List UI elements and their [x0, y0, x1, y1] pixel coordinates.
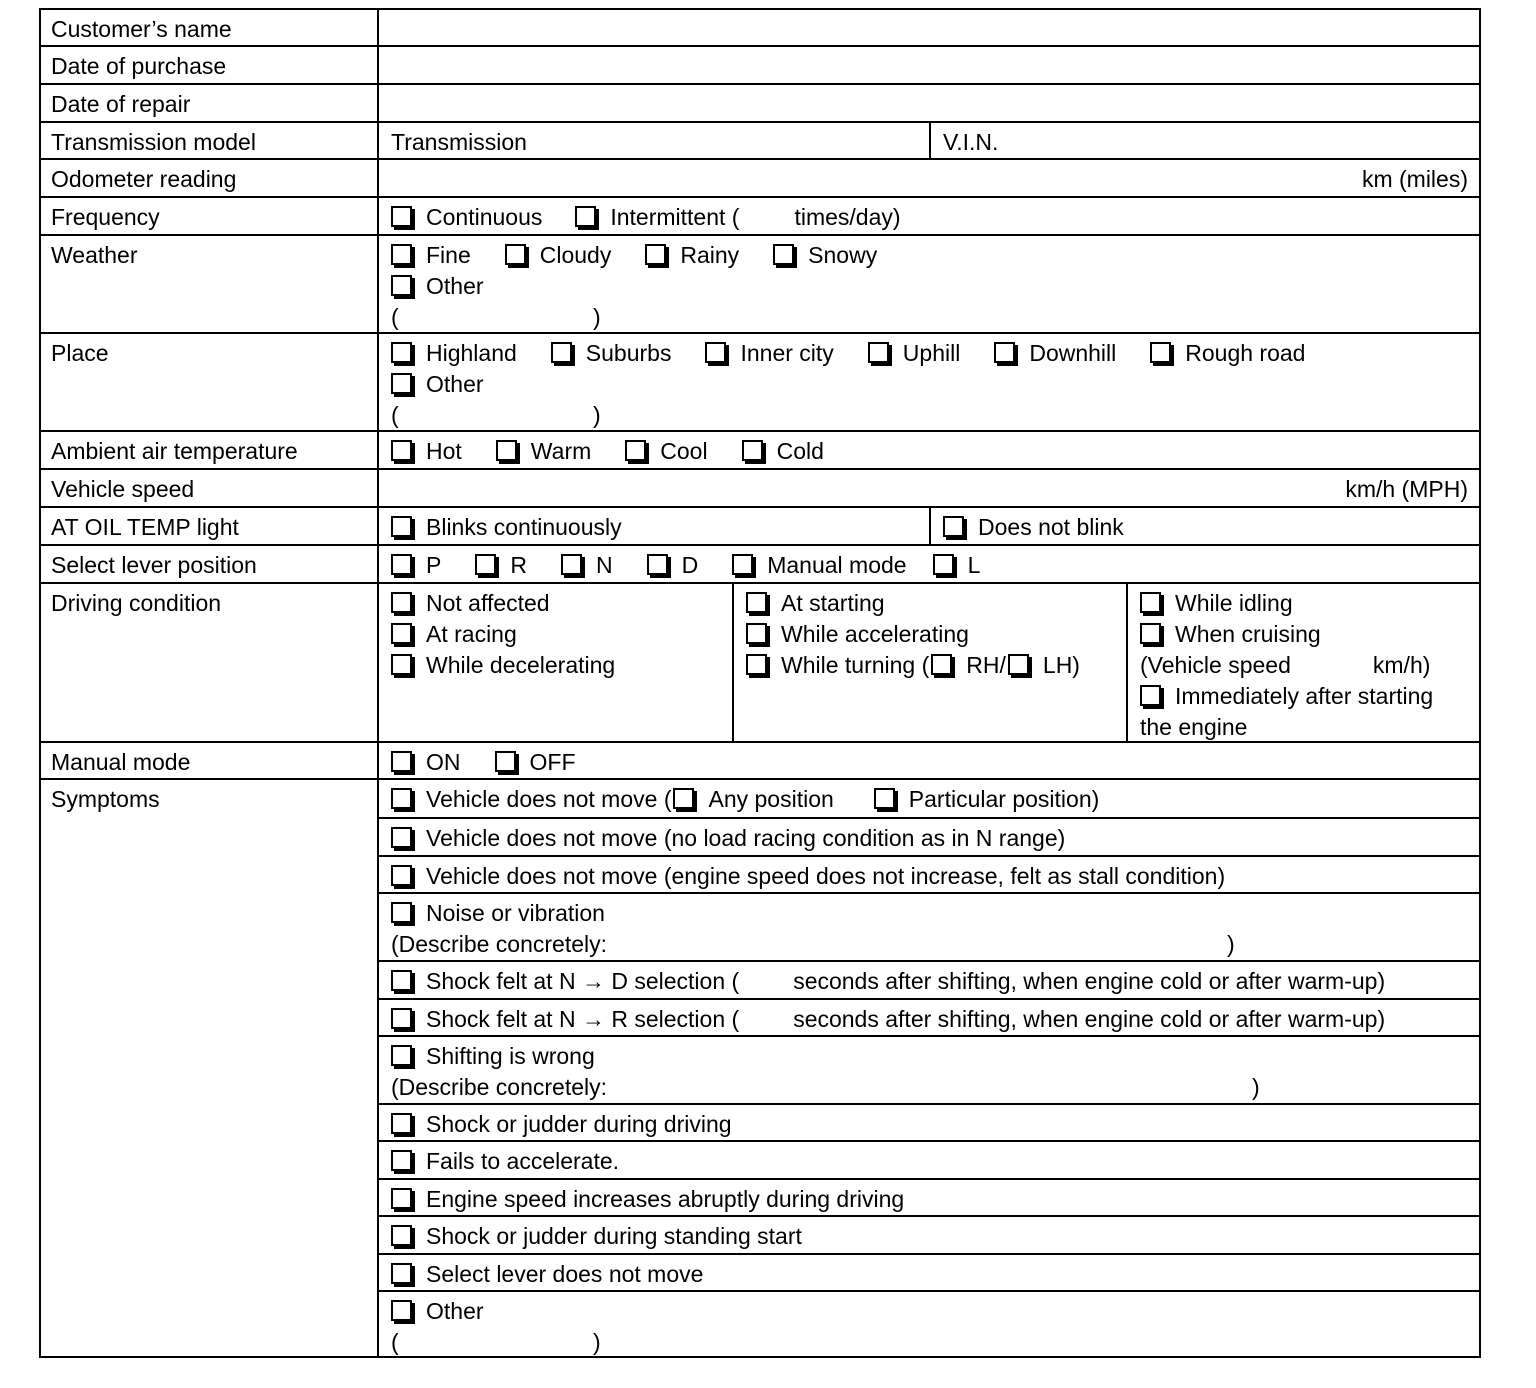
checkbox-continuous[interactable]: [391, 206, 412, 227]
option-blinks: Blinks continuously: [426, 514, 622, 540]
checkbox-cool[interactable]: [625, 440, 646, 461]
odometer-unit: km (miles): [1361, 166, 1468, 192]
option-downhill: Downhill: [1029, 340, 1117, 366]
checkbox-cold[interactable]: [742, 440, 763, 461]
option-rainy: Rainy: [680, 242, 740, 268]
option-highland: Highland: [426, 340, 517, 366]
symptom-row: [379, 1253, 1479, 1291]
label-date-purchase: Date of purchase: [41, 47, 379, 84]
date-purchase-field[interactable]: [379, 47, 1479, 84]
checkbox-no-move-position[interactable]: [391, 788, 412, 809]
label-odometer: Odometer reading: [41, 160, 379, 196]
driving-col-3: [1128, 584, 1479, 743]
option-r: R: [510, 552, 527, 578]
checkbox-suburbs[interactable]: [551, 342, 572, 363]
checkbox-particular-position[interactable]: [874, 788, 895, 809]
symptom-shock-standing-start: Shock or judder during standing start: [426, 1223, 802, 1249]
symptom-other-open: (: [391, 1329, 399, 1355]
checkbox-snowy[interactable]: [773, 244, 794, 265]
row-oil-temp: [41, 506, 1479, 544]
checkbox-no-move-stall[interactable]: [391, 865, 412, 886]
row-driving-condition: [41, 582, 1479, 743]
transmission-label: Transmission: [391, 129, 527, 155]
symptom-row: [379, 1215, 1479, 1253]
symptom-row: [379, 998, 1479, 1036]
driving-condition-cells: [379, 584, 1479, 743]
checkbox-warm[interactable]: [496, 440, 517, 461]
vehicle-speed-field[interactable]: [379, 470, 1479, 506]
row-manual-mode: [41, 741, 1479, 779]
option-p: P: [426, 552, 442, 578]
row-date-repair: [41, 83, 1479, 121]
label-vehicle-speed: Vehicle speed: [41, 470, 379, 506]
label-driving-condition: Driving condition: [41, 584, 379, 743]
checkbox-not-blink[interactable]: [943, 516, 964, 537]
symptom-engine-speed-abrupt: Engine speed increases abruptly during driving: [426, 1186, 905, 1212]
select-lever-options: [379, 546, 1479, 582]
manual-mode-options: [379, 743, 1479, 779]
checkbox-l[interactable]: [933, 554, 954, 575]
symptom-shock-n-d-seconds: seconds after shifting, when engine cold or after warm-up): [793, 968, 1386, 994]
oil-temp-not-blink-cell: [931, 508, 1479, 544]
symptoms-list: [379, 780, 1479, 1358]
option-at-racing: At racing: [426, 621, 517, 647]
checkbox-manual-mode[interactable]: [732, 554, 753, 575]
checkbox-engine-speed-abrupt[interactable]: [391, 1188, 412, 1209]
customer-name-field[interactable]: [379, 10, 1479, 47]
option-snowy: Snowy: [808, 242, 878, 268]
checkbox-inner-city[interactable]: [705, 342, 726, 363]
place-other-open: (: [391, 402, 399, 428]
option-cold: Cold: [776, 438, 824, 464]
shifting-describe-label: (Describe concretely:: [391, 1074, 608, 1100]
checkbox-shifting-wrong[interactable]: [391, 1045, 412, 1066]
checkbox-n[interactable]: [561, 554, 582, 575]
option-rh: RH/: [966, 652, 1006, 678]
checkbox-hot[interactable]: [391, 440, 412, 461]
times-per-day: times/day): [794, 204, 901, 230]
symptom-shock-driving: Shock or judder during driving: [426, 1111, 732, 1137]
checkbox-r[interactable]: [475, 554, 496, 575]
checkbox-while-idling[interactable]: [1140, 592, 1161, 613]
symptom-no-move-stall: Vehicle does not move (engine speed does not increase, felt as stall condition): [426, 863, 1226, 889]
checkbox-while-accelerating[interactable]: [746, 623, 767, 644]
option-lh: LH): [1042, 652, 1080, 678]
symptom-shock-n-d: Shock felt at N → D selection (: [426, 968, 740, 994]
checkbox-no-move-no-load[interactable]: [391, 827, 412, 848]
odometer-field[interactable]: [379, 160, 1479, 196]
option-cool: Cool: [660, 438, 708, 464]
row-place: [41, 332, 1479, 431]
checkbox-lever-not-move[interactable]: [391, 1263, 412, 1284]
driving-col-1: [379, 584, 732, 743]
option-l: L: [967, 552, 981, 578]
option-uphill: Uphill: [902, 340, 961, 366]
row-weather: [41, 234, 1479, 333]
oil-temp-blinks-cell: [379, 508, 929, 544]
symptom-shock-n-r-seconds: seconds after shifting, when engine cold or after warm-up): [793, 1006, 1386, 1032]
label-oil-temp: AT OIL TEMP light: [41, 508, 379, 544]
row-vehicle-speed: [41, 468, 1479, 506]
weather-options: [379, 236, 1479, 333]
label-manual-mode: Manual mode: [41, 743, 379, 779]
option-while-turning: While turning (: [781, 652, 930, 678]
option-when-cruising: When cruising: [1175, 621, 1321, 647]
transmission-model-cells: [379, 123, 1479, 159]
option-not-affected: Not affected: [426, 590, 550, 616]
date-repair-field[interactable]: [379, 85, 1479, 121]
transmission-field[interactable]: [379, 123, 929, 159]
symptom-row: [379, 780, 1479, 818]
checkbox-uphill[interactable]: [868, 342, 889, 363]
symptom-shock-n-r: Shock felt at N → R selection (: [426, 1006, 740, 1032]
label-weather: Weather: [41, 236, 379, 333]
driving-col-2: [734, 584, 1126, 743]
symptom-row: [379, 817, 1479, 855]
checkbox-p[interactable]: [391, 554, 412, 575]
checkbox-while-turning[interactable]: [746, 654, 767, 675]
row-ambient: [41, 430, 1479, 469]
checkbox-place-other[interactable]: [391, 373, 412, 394]
vin-label: V.I.N.: [943, 129, 999, 155]
symptom-row: [379, 1103, 1479, 1141]
checkbox-downhill[interactable]: [994, 342, 1015, 363]
checkbox-any-position[interactable]: [673, 788, 694, 809]
label-customer-name: Customer’s name: [41, 10, 379, 47]
checkbox-on[interactable]: [391, 751, 412, 772]
cruising-speed-unit: km/h): [1372, 652, 1431, 678]
row-select-lever: [41, 544, 1479, 582]
option-n: N: [595, 552, 613, 578]
ambient-options: [379, 432, 1479, 469]
checkbox-when-cruising[interactable]: [1140, 623, 1161, 644]
checkbox-off[interactable]: [495, 751, 516, 772]
symptom-row: [379, 1140, 1479, 1178]
checkbox-rough-road[interactable]: [1150, 342, 1171, 363]
label-frequency: Frequency: [41, 198, 379, 234]
noise-describe-label: (Describe concretely:: [391, 931, 608, 957]
option-weather-other: Other: [426, 273, 484, 299]
checkbox-cloudy[interactable]: [505, 244, 526, 265]
option-fine: Fine: [426, 242, 471, 268]
checkbox-shock-standing-start[interactable]: [391, 1225, 412, 1246]
option-hot: Hot: [426, 438, 462, 464]
option-not-blink: Does not blink: [978, 514, 1124, 540]
row-date-purchase: [41, 45, 1479, 84]
symptom-row: [379, 1178, 1479, 1216]
checkbox-shock-n-r[interactable]: [391, 1008, 412, 1029]
option-manual-mode: Manual mode: [767, 552, 907, 578]
symptom-noise-vibration: Noise or vibration: [426, 900, 605, 926]
row-customer-name: [41, 10, 1479, 47]
place-options: [379, 334, 1479, 431]
inspection-form: [39, 8, 1481, 1358]
label-ambient: Ambient air temperature: [41, 432, 379, 469]
option-the-engine: the engine: [1140, 714, 1248, 740]
weather-other-open: (: [391, 304, 399, 330]
checkbox-shock-n-d[interactable]: [391, 970, 412, 991]
row-symptoms: [41, 778, 1479, 1358]
symptom-row: [379, 892, 1479, 960]
shifting-describe-close: ): [1252, 1074, 1260, 1100]
symptom-row: [379, 1290, 1479, 1358]
checkbox-not-affected[interactable]: [391, 592, 412, 613]
cruising-speed-label: (Vehicle speed: [1140, 652, 1291, 678]
noise-describe-close: ): [1227, 931, 1235, 957]
checkbox-lh[interactable]: [1008, 654, 1029, 675]
option-while-idling: While idling: [1175, 590, 1293, 616]
option-suburbs: Suburbs: [585, 340, 672, 366]
option-intermittent: Intermittent (: [610, 204, 740, 230]
option-while-accelerating: While accelerating: [781, 621, 969, 647]
checkbox-highland[interactable]: [391, 342, 412, 363]
option-on: ON: [426, 749, 461, 775]
option-rough-road: Rough road: [1185, 340, 1306, 366]
row-odometer: [41, 158, 1479, 196]
option-immediately-after-start: Immediately after starting: [1175, 683, 1434, 709]
label-transmission-model: Transmission model: [41, 123, 379, 159]
label-date-repair: Date of repair: [41, 85, 379, 121]
option-inner-city: Inner city: [740, 340, 834, 366]
symptom-row: [379, 855, 1479, 893]
label-symptoms: Symptoms: [41, 780, 379, 1358]
symptom-no-move-no-load: Vehicle does not move (no load racing condition as in N range): [426, 825, 1066, 851]
option-off: OFF: [529, 749, 576, 775]
symptom-no-move-position: Vehicle does not move (: [426, 786, 672, 812]
checkbox-fine[interactable]: [391, 244, 412, 265]
place-other-close: ): [593, 402, 601, 428]
option-at-starting: At starting: [781, 590, 885, 616]
symptom-fails-accelerate: Fails to accelerate.: [426, 1148, 620, 1174]
label-select-lever: Select lever position: [41, 546, 379, 582]
checkbox-shock-driving[interactable]: [391, 1113, 412, 1134]
option-any-position: Any position: [708, 786, 834, 812]
checkbox-rh[interactable]: [931, 654, 952, 675]
checkbox-fails-accelerate[interactable]: [391, 1150, 412, 1171]
symptom-row: [379, 1035, 1479, 1103]
symptom-other-close: ): [593, 1329, 601, 1355]
option-cloudy: Cloudy: [539, 242, 612, 268]
oil-temp-cells: [379, 508, 1479, 544]
checkbox-immediately-after-start[interactable]: [1140, 685, 1161, 706]
checkbox-rainy[interactable]: [645, 244, 666, 265]
label-place: Place: [41, 334, 379, 431]
frequency-options: [379, 198, 1479, 234]
checkbox-d[interactable]: [647, 554, 668, 575]
vehicle-speed-unit: km/h (MPH): [1345, 476, 1468, 502]
symptom-lever-not-move: Select lever does not move: [426, 1261, 704, 1287]
checkbox-intermittent[interactable]: [575, 206, 596, 227]
checkbox-symptom-other[interactable]: [391, 1300, 412, 1321]
checkbox-at-racing[interactable]: [391, 623, 412, 644]
weather-other-close: ): [593, 304, 601, 330]
row-frequency: [41, 196, 1479, 234]
option-warm: Warm: [530, 438, 592, 464]
vin-field[interactable]: [931, 123, 1479, 159]
checkbox-while-decelerating[interactable]: [391, 654, 412, 675]
symptom-row: [379, 960, 1479, 998]
checkbox-noise-vibration[interactable]: [391, 902, 412, 923]
symptom-other: Other: [426, 1298, 484, 1324]
checkbox-weather-other[interactable]: [391, 275, 412, 296]
checkbox-at-starting[interactable]: [746, 592, 767, 613]
option-d: D: [681, 552, 699, 578]
option-particular-position: Particular position): [908, 786, 1100, 812]
option-while-decelerating: While decelerating: [426, 652, 616, 678]
symptom-shifting-wrong: Shifting is wrong: [426, 1043, 595, 1069]
checkbox-blinks[interactable]: [391, 516, 412, 537]
option-place-other: Other: [426, 371, 484, 397]
option-continuous: Continuous: [426, 204, 543, 230]
row-transmission-model: [41, 121, 1479, 159]
